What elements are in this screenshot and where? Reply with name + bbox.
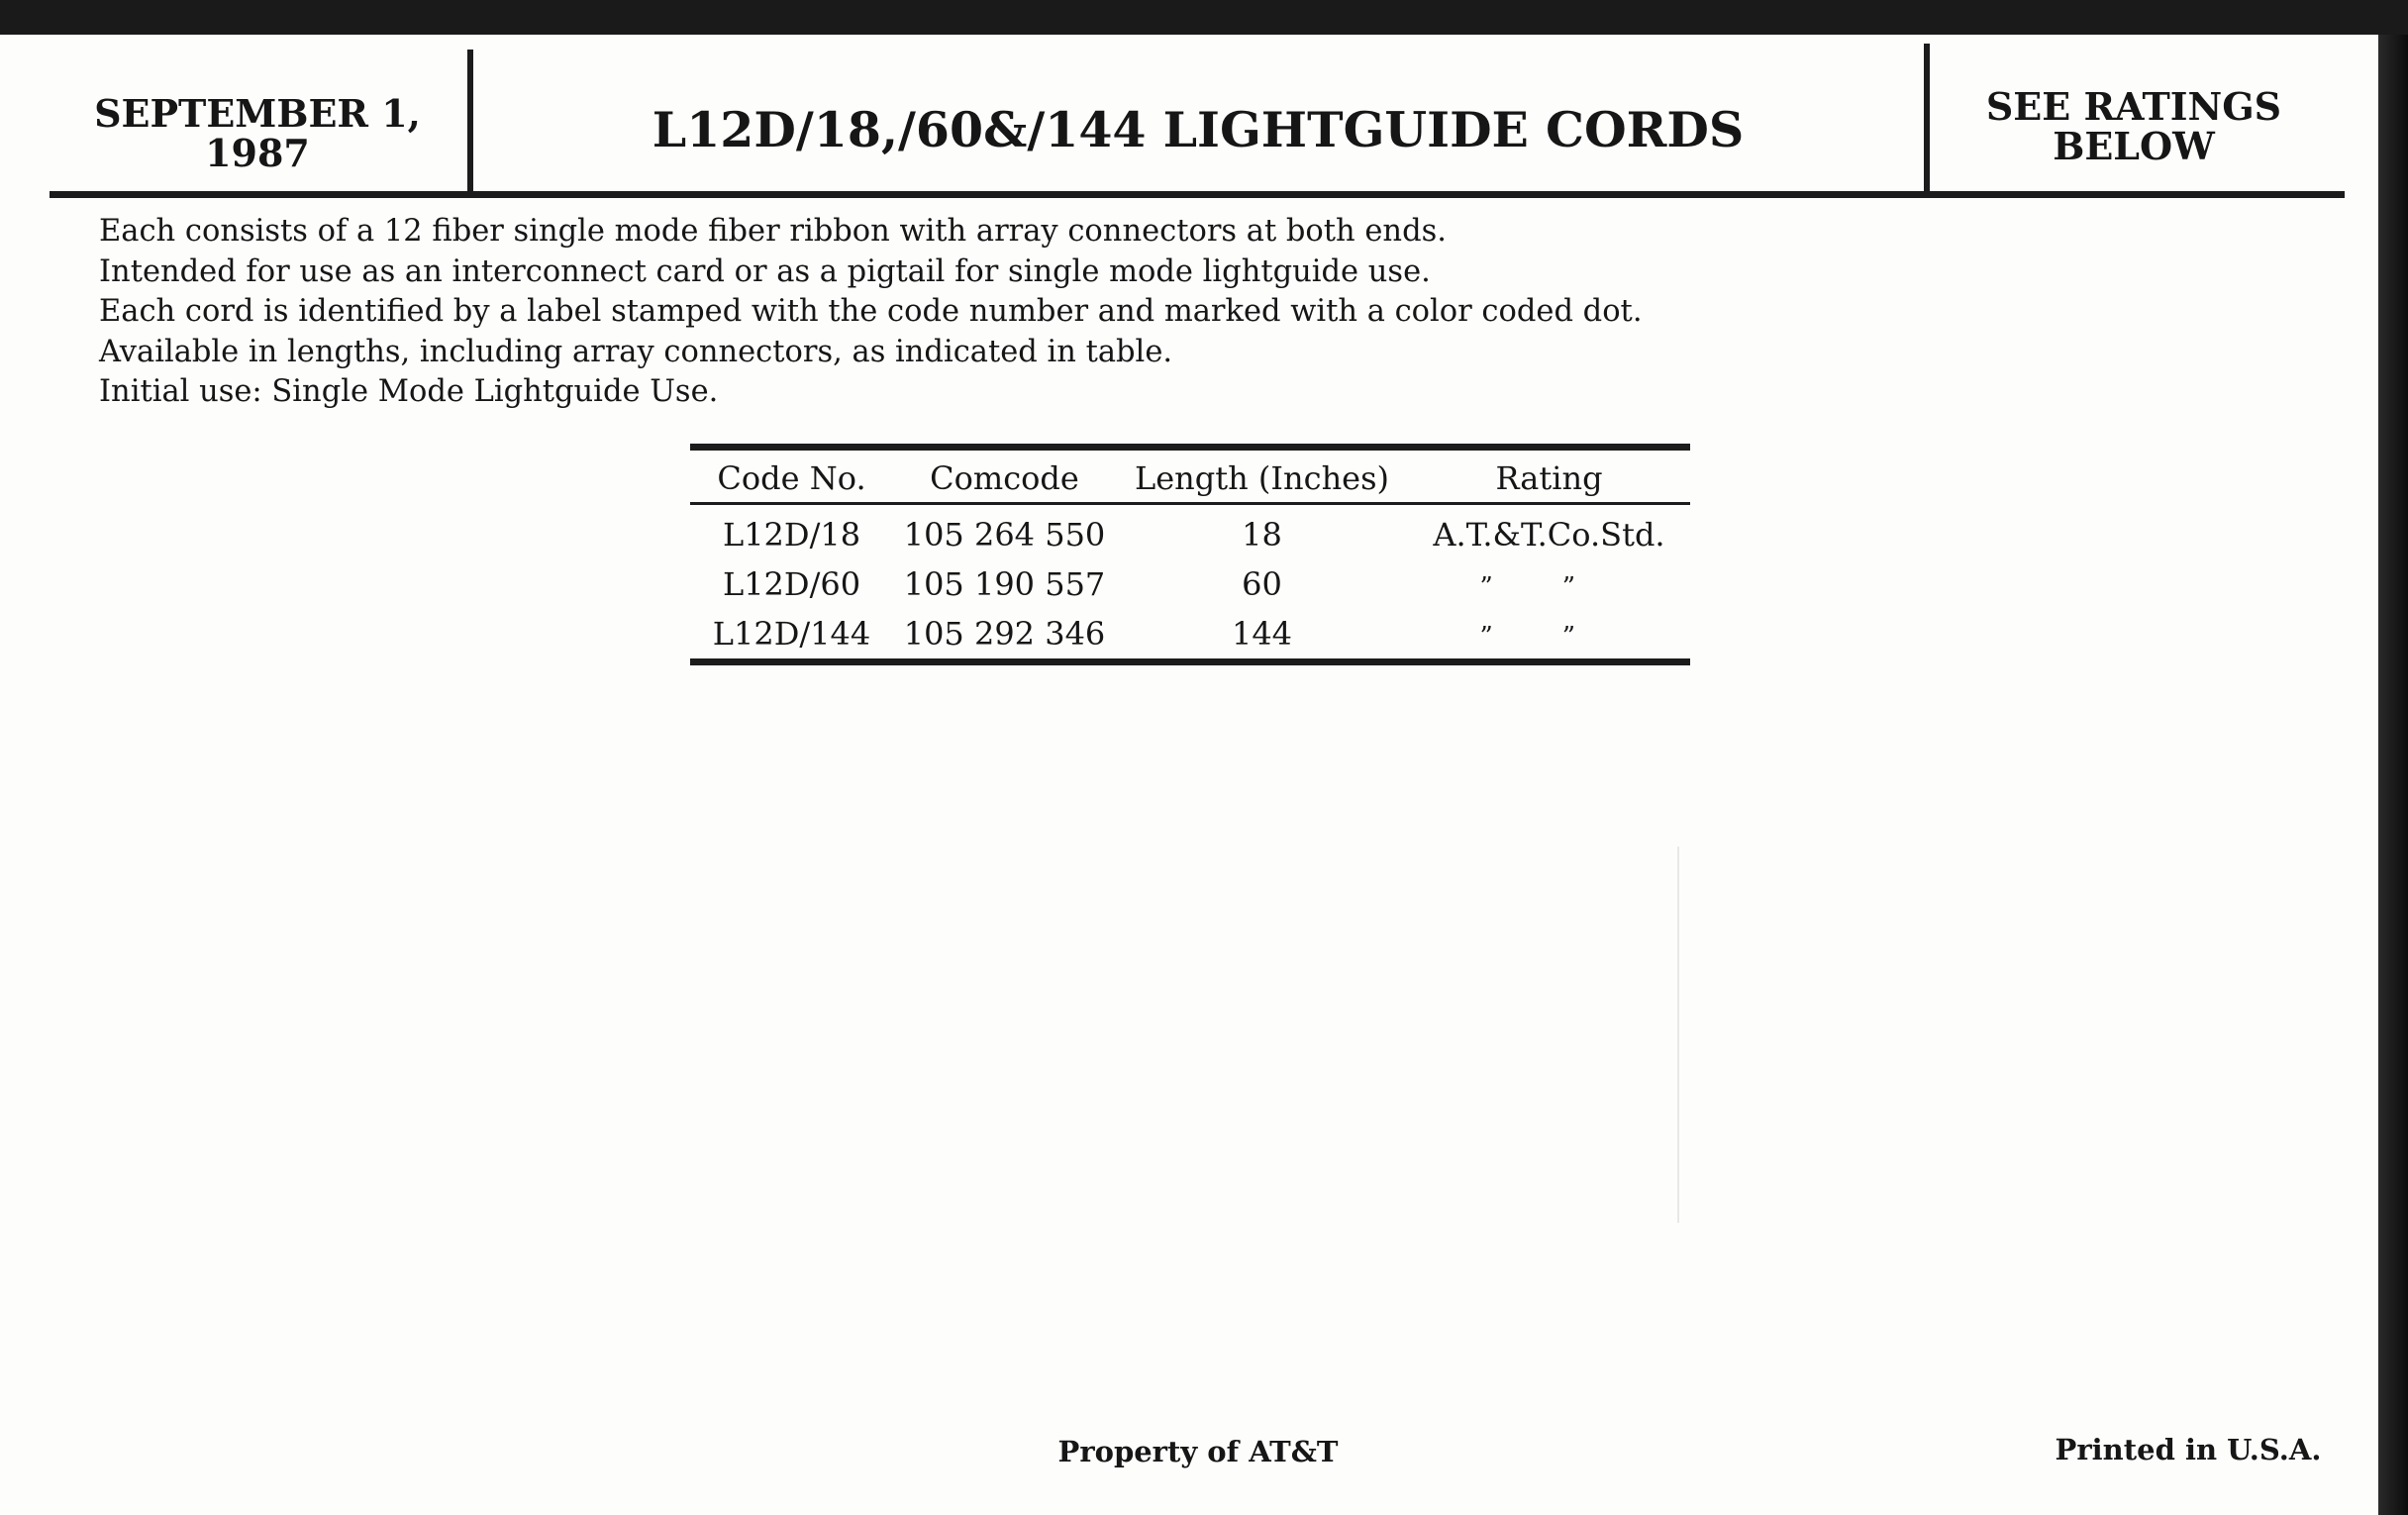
header-divider-left: [467, 50, 473, 198]
table-cell-rating: [1408, 614, 1690, 656]
description-line: Intended for use as an interconnect card or as a pigtail for single mode lightguide use.: [99, 253, 1431, 289]
table-header-length: Length (Inches): [1134, 459, 1390, 497]
table-cell-code: L12D/144: [712, 615, 871, 653]
table-cell-code: L12D/60: [722, 565, 861, 603]
header-rating-line2: BELOW: [2053, 124, 2215, 168]
table-cell-comcode: 105 190 557: [903, 565, 1106, 603]
page-title: L12D/18,/60&/144 LIGHTGUIDE CORDS: [652, 101, 1745, 158]
table-header-code: Code No.: [717, 459, 866, 497]
table-header-rating: Rating: [1495, 459, 1603, 497]
ditto-marks: [1470, 617, 1629, 656]
description: [99, 212, 1980, 413]
table-bottom-rule: [690, 658, 1690, 665]
header-date-line2: 1987: [205, 131, 310, 175]
table-cell-rating: A.T.&T.Co.Std.: [1433, 516, 1665, 554]
table-cell-length: 60: [1242, 565, 1282, 603]
table-header-rule: [690, 502, 1690, 505]
table-header-comcode: Comcode: [930, 459, 1079, 497]
footer-printed: Printed in U.S.A.: [2055, 1433, 2322, 1466]
header-underline: [50, 191, 2345, 198]
table-cell-length: 18: [1242, 516, 1282, 554]
header-rating: [1931, 84, 2337, 168]
table-cell-comcode: 105 292 346: [903, 615, 1106, 653]
header-rating-line1: SEE RATINGS: [1985, 84, 2282, 129]
header-date-line1: SEPTEMBER 1,: [94, 91, 421, 136]
description-line: Each consists of a 12 fiber single mode fiber ribbon with array connectors at both ends.: [99, 214, 1447, 249]
page-edge-shadow: [2378, 35, 2408, 1515]
footer-property: Property of AT&T: [1057, 1435, 1339, 1468]
description-line: Initial use: Single Mode Lightguide Use.: [99, 374, 719, 409]
header-divider-right: [1924, 44, 1930, 198]
ditto-mark: ”: [1561, 622, 1576, 652]
ditto-mark: ”: [1561, 572, 1576, 602]
table-cell-code: L12D/18: [722, 516, 861, 554]
table-cell-rating: [1408, 564, 1690, 607]
table-cell-comcode: 105 264 550: [903, 516, 1106, 554]
description-line: Available in lengths, including array connectors, as indicated in table.: [99, 334, 1173, 369]
ditto-mark: ”: [1479, 622, 1493, 652]
header-date: [59, 91, 455, 175]
description-line: Each cord is identified by a label stamped with the code number and marked with a color coded dot.: [99, 294, 1643, 329]
scan-artifact-line: [1677, 847, 1679, 1223]
ditto-mark: ”: [1479, 572, 1493, 602]
ditto-marks: [1470, 567, 1629, 607]
table-cell-length: 144: [1231, 615, 1293, 653]
table-top-rule: [690, 444, 1690, 451]
